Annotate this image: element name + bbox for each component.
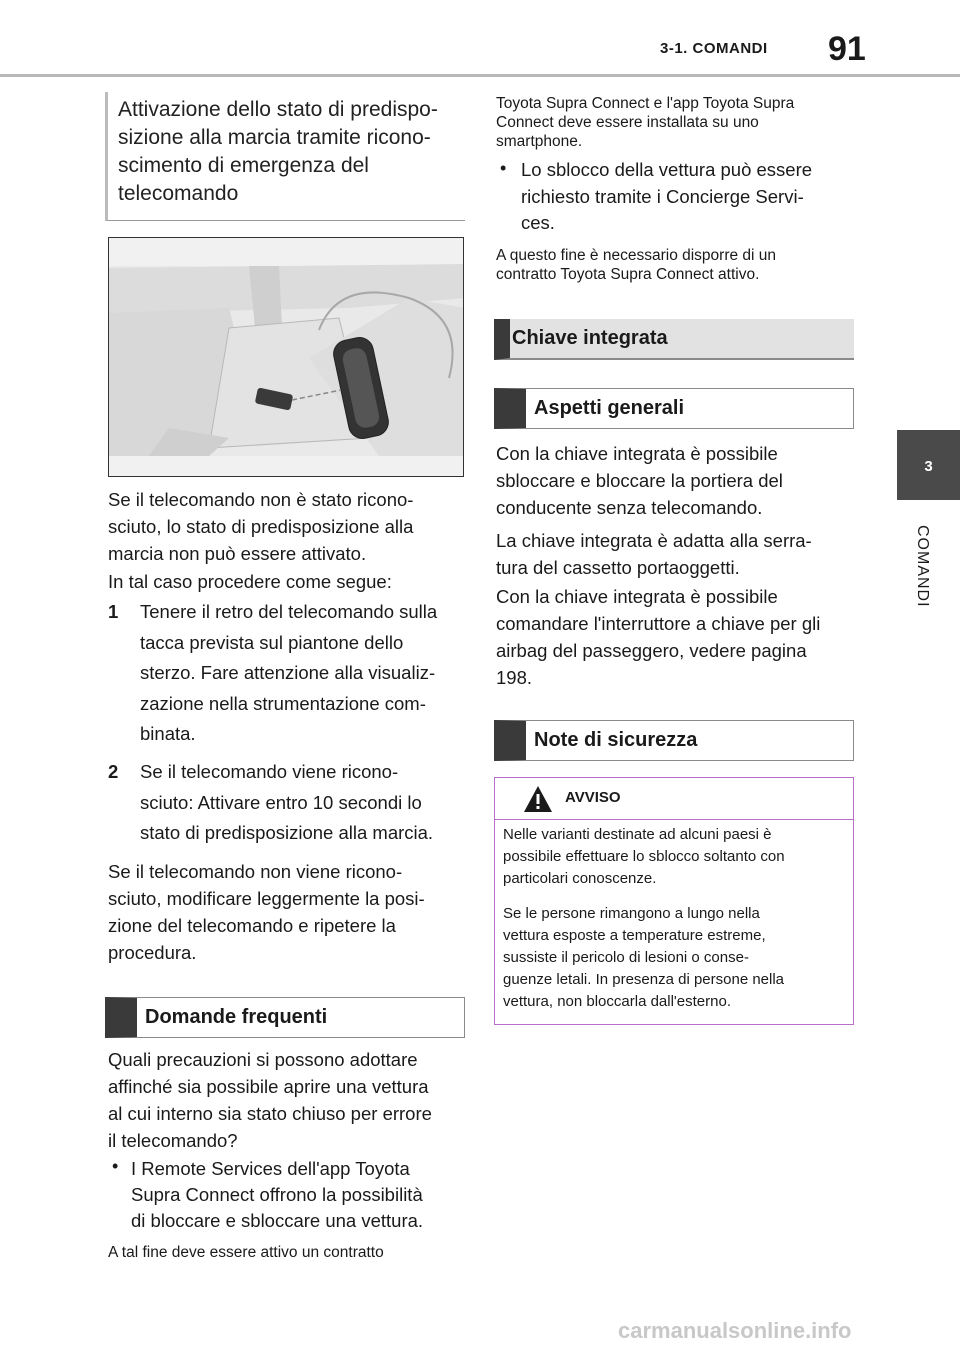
key-fob-on-column-image [109, 238, 464, 477]
header-rule [0, 74, 960, 77]
chapter-label: COMANDI [914, 525, 931, 608]
step-number: 2 [108, 761, 119, 782]
faq-bullet: I Remote Services dell'app Toyota Supra Connect offrono la possibilità di bloccare e sbloccare una vettura. [131, 1158, 424, 1231]
faq-heading: Domande frequenti [105, 997, 465, 1038]
paragraph-procedure-intro: In tal caso procedere come segue: [108, 571, 392, 592]
step-text: Se il telecomando viene ricono- sciuto: Attivare entro 10 secondi lo stato di predisposizione alla marcia. [140, 761, 434, 843]
bullet-icon: • [112, 1156, 119, 1176]
warning-label: AVVISO [565, 789, 621, 806]
warning-triangle-icon [523, 785, 553, 813]
watermark: carmanualsonline.info [618, 1318, 852, 1343]
faq-question: Quali precauzioni si possono adottare affinché sia possibile aprire una vettura al cui interno sia stato chiuso per errore il telecomando? [108, 1049, 432, 1151]
integrated-key-paragraph: Con la chiave integrata è possibile sbloccare e bloccare la portiera del conducente senza telecomando. [496, 443, 783, 518]
faq-note: A tal fine deve essere attivo un contratto [108, 1244, 384, 1261]
section-title: 3-1. COMANDI [660, 40, 768, 57]
step-text: Tenere il retro del telecomando sulla tacca prevista sul piantone dello sterzo. Fare attenzione alla visualiz- zazione nella strumentazione com- binata. [140, 601, 438, 744]
safety-heading: Note di sicurezza [494, 720, 854, 761]
warning-header [495, 778, 853, 820]
airbag-paragraph: Con la chiave integrata è possibile comandare l'interruttore a chiave per gli airbag del passeggero, vedere pagina 198. [496, 586, 821, 688]
warning-text: Se le persone rimangono a lungo nella vettura esposte a temperature estreme, sussiste il pericolo di lesioni o conse- guenze letali. In presenza di persone nella vettura, non bloccarla dall'esterno. [503, 905, 785, 1010]
warning-box [494, 777, 854, 1025]
bullet-icon: • [500, 158, 507, 178]
contract-note: A questo fine è necessario disporre di un contratto Toyota Supra Connect attivo. [496, 247, 777, 283]
concierge-bullet: Lo sblocco della vettura può essere richiesto tramite i Concierge Servi- ces. [521, 159, 813, 233]
paragraph-not-recognized: Se il telecomando non è stato ricono- sciuto, lo stato di predisposizione alla marcia non può essere attivato. [108, 489, 414, 564]
general-heading: Aspetti generali [494, 388, 854, 429]
continued-text: Toyota Supra Connect e l'app Toyota Supra Connect deve essere installata su uno smartphone. [496, 95, 795, 150]
section-heading: Chiave integrata [494, 319, 854, 360]
subsection-title: Attivazione dello stato di predispo- sizione alla marcia tramite ricono- scimento di emergenza del telecomando [105, 92, 465, 221]
glovebox-paragraph: La chiave integrata è adatta alla serra- tura del cassetto portaoggetti. [496, 530, 812, 578]
step-number: 1 [108, 601, 119, 622]
warning-text: Nelle varianti destinate ad alcuni paesi è possibile effettuare lo sblocco soltanto con particolari conoscenze. [503, 826, 785, 887]
chapter-tab: 3 [897, 430, 960, 500]
page-number: 91 [828, 30, 866, 68]
steering-column-illustration [108, 237, 464, 477]
paragraph-retry: Se il telecomando non viene ricono- sciuto, modificare leggermente la posi- zione del telecomando e ripetere la procedura. [108, 861, 425, 963]
